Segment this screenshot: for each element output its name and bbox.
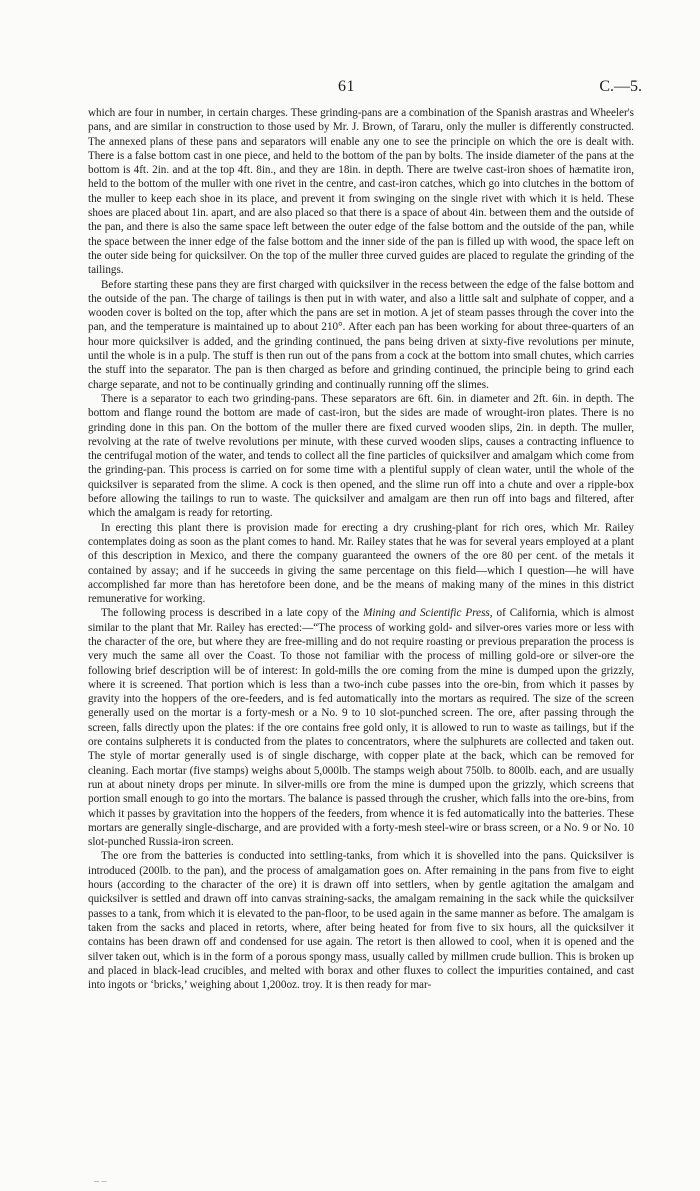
paragraph-2: Before starting these pans they are first charged with quicksilver in the recess between the edge of the false bottom and the outside of the pan. The charge of tailings is then put in with water, and also a little salt and sulphate of copper, and a wooden cover is bolted on the top, after which the pans are set in motion. A jet of steam passes through the cover into the pan, and the temperature is maintained up to about 210°. After each pan has been working for about three-quarters of an hour more quicksilver is added, and the grinding continued, the pans being driven at sixty-five revolutions per minute, until the whole is in a pulp. The stuff is then run out of the pans from a cock at the bottom into small chutes, which carries the stuff into the separator. The pan is then charged as before and grinding continued, the principle being to grind each charge separate, and not to be continually grinding and continually running off the slimes. [88, 278, 634, 391]
publication-title: Mining and Scientific Press [363, 607, 490, 620]
page-number: 61 [338, 78, 355, 95]
body-text [88, 106, 634, 992]
page-header [0, 78, 700, 100]
footer-mark: – – [94, 1176, 107, 1187]
page-reference: C.—5. [599, 78, 642, 95]
paragraph-5: The following process is described in a late copy of the Mining and Scientific Press, of California, which is almost similar to the plant that Mr. Railey has erected:—“The process of working gold- and silver-ores varies more or less with the character of the ore, but where they are free-milling and do not require roasting or previous preparation the process is very much the same all over the Coast. To those not familiar with the process of milling gold-ore or silver-ore the following brief description will be of interest: In gold-mills the ore coming from the mine is dumped upon the grizzly, where it is screened. That portion which is less than a two-inch cube passes into the ore-bin, from which it passes by gravity into the hoppers of the ore-feeders, and is fed automatically into the mortars as required. The size of the screen generally used on the mortar is a forty-mesh or a No. 9 to 10 slot-punched screen. The ore, after passing through the screen, falls directly upon the plates: if the ore contains free gold only, it is allowed to run to waste as tailings, but if the ore contains sulpherets it is conducted from the plates to concentrators, where the sulphurets are collected and taken out. The style of mortar generally used is of single discharge, with copper plate at the back, which can be removed for cleaning. Each mortar (five stamps) weighs about 5,000lb. The stamps weigh about 750lb. to 800lb. each, and are usually run at about ninety drops per minute. In silver-mills ore from the mine is dumped upon the grizzly, which screens that portion small enough to go into the mortars. The balance is passed through the crusher, which falls into the ore-bins, from which it passes by gravitation into the hoppers of the feeders, from whence it is fed automatically into the batteries. These mortars are generally single-discharge, and are provided with a forty-mesh steel-wire or brass screen, or a No. 9 or No. 10 slot-punched Russia-iron screen. [88, 607, 634, 849]
paragraph-1: which are four in number, in certain charges. These grinding-pans are a combination of the Spanish arastras and Wheeler's pans, and are similar in construction to those used by Mr. J. Brown, of Tararu, only the muller is differently constructed. The annexed plans of these pans and separators will enable any one to see the principle on which the ore is dealt with. There is a false bottom cast in one piece, and held to the bottom of the pan by bolts. The inside diameter of the pans at the bottom is 4ft. 2in. and at the top 4ft. 8in., and they are 18in. in depth. There are twelve cast-iron shoes of hæmatite iron, held to the bottom of the muller with one rivet in the centre, and cast-iron catches, which go into clutches in the bottom of the muller to keep each shoe in its place, and prevent it from swinging on the single rivet with which it is held. These shoes are placed about 1in. apart, and are also placed so that there is a space of about 4in. between them and the outside of the pan, and there is also the same space left between the outer edge of the false bottom and the outside of the pan, while the space between the inner edge of the false bottom and the inner side of the pan is filled up with wood, the space left on the outer side being for quicksilver. On the top of the muller three curved guides are placed to regulate the grinding of the tailings. [88, 107, 634, 277]
paragraph-3: There is a separator to each two grinding-pans. These separators are 6ft. 6in. in diameter and 2ft. 6in. in depth. The bottom and flange round the bottom are made of cast-iron, but the sides are made of wrought-iron plates. There is no grinding done in this pan. On the bottom of the muller there are fixed curved wooden slips, 2in. in depth. The muller, revolving at the rate of twelve revolutions per minute, with these curved wooden slips, causes a contracting influence to the centrifugal motion of the water, and tends to collect all the fine particles of quicksilver and amalgam which come from the grinding-pan. This process is carried on for some time with a plentiful supply of clean water, until the whole of the quicksilver is separated from the slime. A cock is then opened, and the slime run off into a chute and over a ripple-box before allowing the tailings to run to waste. The quicksilver and amalgam are then run off into bags and filtered, after which the amalgam is ready for retorting. [88, 392, 634, 520]
paragraph-4: In erecting this plant there is provision made for erecting a dry crushing-plant for rich ores, which Mr. Railey contemplates doing as soon as the plant comes to hand. Mr. Railey states that he was for several years employed at a plant of this description in Mexico, and there the company guaranteed the owners of the ore 80 per cent. of the metals it contained by assay; and if he succeeds in giving the same percentage on this field—which I question—he will have accomplished far more than has heretofore been done, and be the means of making many of the mines in this district remunerative for working. [88, 521, 634, 606]
paragraph-6: The ore from the batteries is conducted into settling-tanks, from which it is shovelled into the pans. Quicksilver is introduced (200lb. to the pan), and the process of amalgamation goes on. After remaining in the pans from five to eight hours (according to the character of the ore) it is drawn off into settlers, when by gentle agitation the amalgam and quicksilver is settled and drawn off into canvas straining-sacks, the amalgam remaining in the sack while the quicksilver passes to a tank, from which it is elevated to the pan-floor, to be used again in the same manner as before. The amalgam is taken from the sacks and placed in retorts, where, after being heated for from five to six hours, all the quicksilver it contains has been drawn off and condensed for use again. The retort is then allowed to cool, when it is opened and the silver taken out, which is in the form of a porous spongy mass, usually called by millmen crude bullion. This is broken up and placed in black-lead crucibles, and melted with borax and other fluxes to collect the impurities contained, and cast into ingots or ‘bricks,’ weighing about 1,200oz. troy. It is then ready for mar- [88, 850, 634, 992]
